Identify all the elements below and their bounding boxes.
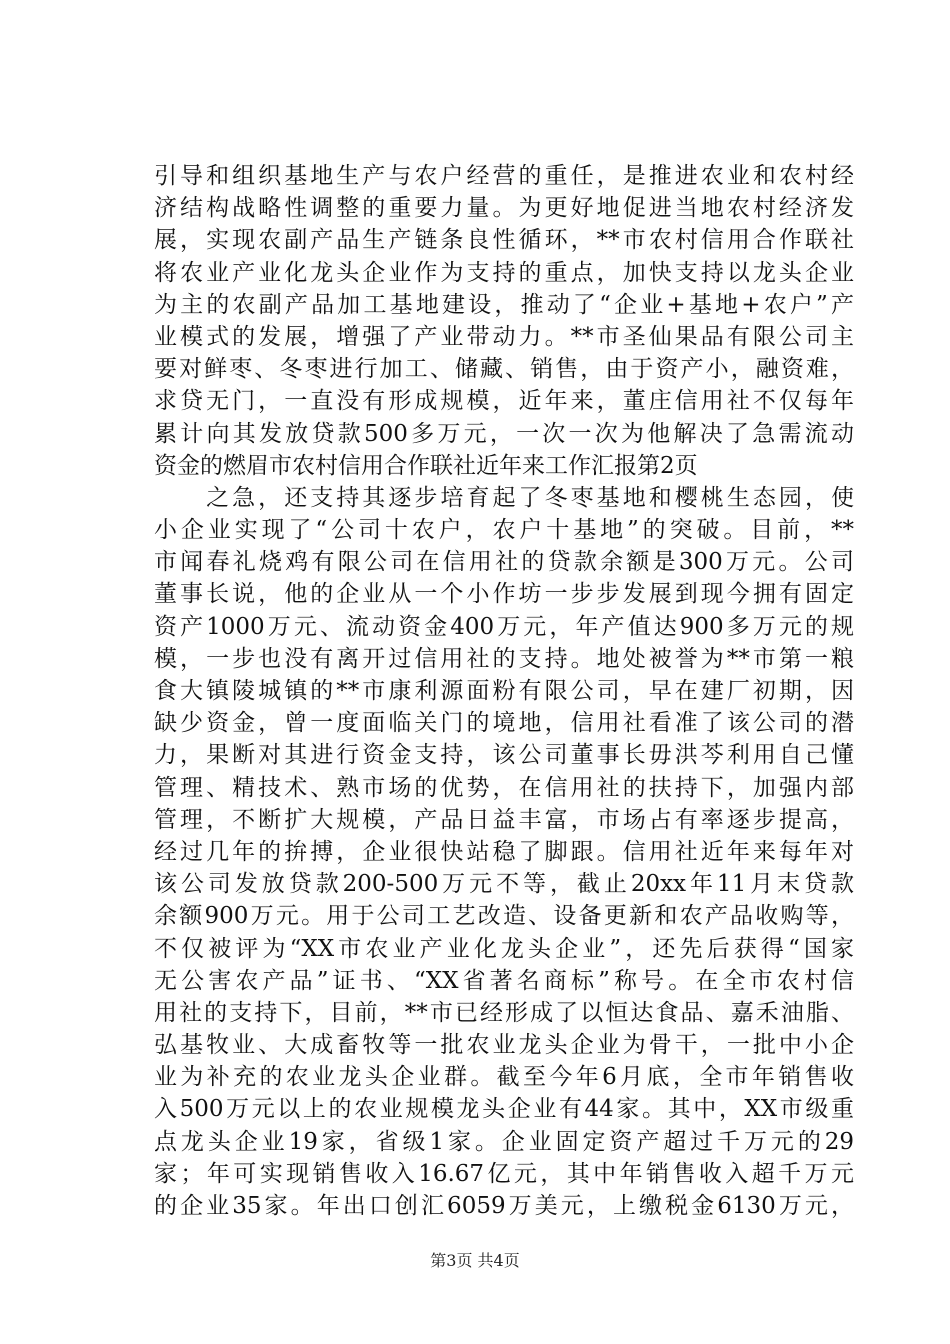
text-line: 济结构战略性调整的重要力量。为更好地促进当地农村经济发 — [154, 195, 854, 222]
text-line: 弘基牧业、大成畜牧等一批农业龙头企业为骨干，一批中小企 — [154, 1032, 854, 1059]
text-line: 资产1000万元、流动资金400万元，年产值达900多万元的规 — [154, 613, 854, 640]
text-line: 展，实现农副产品生产链条良性循环，**市农村信用合作联社 — [154, 227, 854, 254]
text-line: 的企业35家。年出口创汇6059万美元，上缴税金6130万元， — [154, 1193, 854, 1219]
text-line: 食大镇陵城镇的**市康利源面粉有限公司，早在建厂初期，因 — [154, 678, 854, 704]
text-line: 用社的支持下，目前，**市已经形成了以恒达食品、嘉禾油脂、 — [154, 999, 854, 1026]
text-line: 之急，还支持其逐步培育起了冬枣基地和樱桃生态园，使 — [154, 484, 854, 511]
text-line: 市闻春礼烧鸡有限公司在信用社的贷款余额是300万元。公司 — [154, 549, 854, 576]
text-line: 缺少资金，曾一度面临关门的境地，信用社看准了该公司的潜 — [154, 710, 854, 737]
text-line: 要对鲜枣、冬枣进行加工、储藏、销售，由于资产小，融资难， — [154, 356, 854, 383]
text-line: 将农业产业化龙头企业作为支持的重点，加快支持以龙头企业 — [154, 259, 854, 286]
text-line: 管理、精技术、熟市场的优势，在信用社的扶持下，加强内部 — [154, 774, 854, 801]
text-line: 该公司发放贷款200-500万元不等，截止20xx年11月末贷款 — [154, 871, 854, 898]
text-line: 不仅被评为“XX市农业产业化龙头企业”，还先后获得“国家 — [154, 935, 854, 962]
page-footer: 第3页 共4页 — [430, 1251, 520, 1270]
text-line: 余额900万元。用于公司工艺改造、设备更新和农产品收购等， — [154, 903, 854, 930]
text-line: 模，一步也没有离开过信用社的支持。地处被誉为**市第一粮 — [154, 645, 854, 672]
text-line: 管理，不断扩大规模，产品日益丰富，市场占有率逐步提高， — [154, 806, 854, 833]
text-line: 点龙头企业19家，省级1家。企业固定资产超过千万元的29 — [154, 1128, 854, 1155]
text-line: 力，果断对其进行资金支持，该公司董事长毋洪芩利用自己懂 — [154, 742, 854, 769]
text-line: 入500万元以上的农业规模龙头企业有44家。其中，XX市级重 — [154, 1096, 854, 1123]
text-line: 引导和组织基地生产与农户经营的重任，是推进农业和农村经 — [154, 163, 854, 189]
text-line: 为主的农副产品加工基地建设，推动了“企业+基地+农户”产 — [154, 291, 854, 318]
text-line: 经过几年的拚搏，企业很快站稳了脚跟。信用社近年来每年对 — [154, 838, 854, 865]
text-line: 家；年可实现销售收入16.67亿元，其中年销售收入超千万元 — [154, 1160, 854, 1187]
text-line: 小企业实现了“公司十农户，农户十基地”的突破。目前，** — [154, 517, 854, 544]
text-line: 资金的燃眉市农村信用合作联社近年来工作汇报第2页 — [154, 452, 698, 479]
text-line: 求贷无门，一直没有形成规模，近年来，董庄信用社不仅每年 — [154, 388, 854, 415]
text-line: 业模式的发展，增强了产业带动力。**市圣仙果品有限公司主 — [154, 323, 854, 350]
text-line: 累计向其发放贷款500多万元，一次一次为他解决了急需流动 — [154, 420, 854, 447]
text-line: 无公害农产品”证书、“XX省著名商标”称号。在全市农村信 — [154, 967, 854, 994]
text-line: 业为补充的农业龙头企业群。截至今年6月底，全市年销售收 — [154, 1064, 854, 1091]
body-text — [154, 160, 854, 1222]
text-line: 董事长说，他的企业从一个小作坊一步步发展到现今拥有固定 — [154, 581, 854, 608]
